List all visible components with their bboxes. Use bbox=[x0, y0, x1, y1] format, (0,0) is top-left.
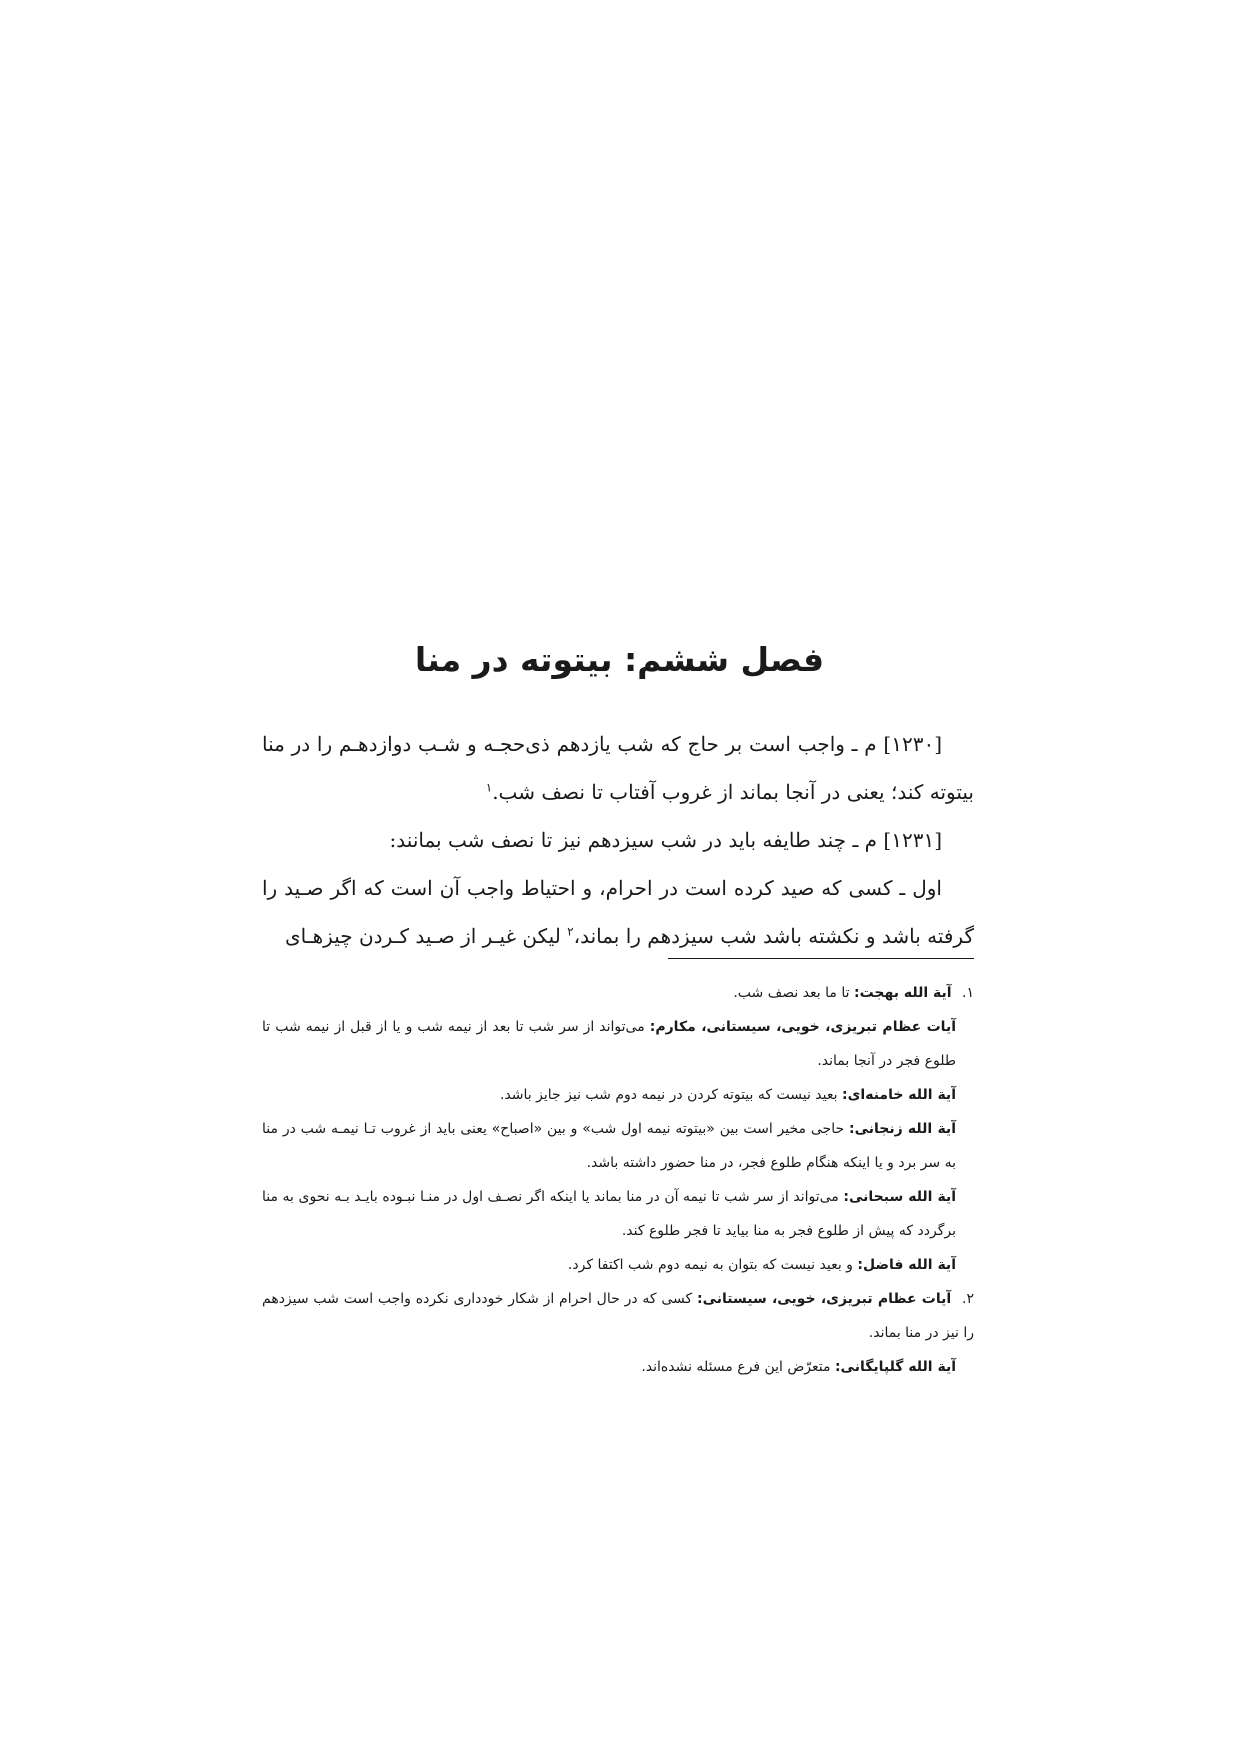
issue-number: [۱۲۳۱] bbox=[883, 828, 942, 852]
footnote-text: کسی که در حال احرام از شکار خودداری نکرده واجب است شب سیزدهم را نیز در منا بماند. bbox=[262, 1291, 974, 1341]
footnote-text: متعرّض این فرع مسئله نشده‌اند. bbox=[641, 1359, 831, 1375]
footnote-text: بعید نیست که بیتوته کردن در نیمه دوم شب نیز جایز باشد. bbox=[500, 1087, 838, 1103]
footnote-text: تا ما بعد نصف شب. bbox=[733, 985, 850, 1001]
footnote-1-opinion bbox=[262, 1112, 974, 1180]
authority-name: آیة الله فاضل: bbox=[857, 1257, 956, 1273]
footnote-2 bbox=[262, 1282, 974, 1350]
footnote-ref: ۲ bbox=[567, 924, 574, 939]
footnote-separator bbox=[668, 958, 974, 959]
paragraph-text: م ـ چند طایفه باید در شب سیزدهم نیز تا نصف شب بمانند: bbox=[389, 828, 878, 852]
paragraph-text-continued: لیکن غیـر از صـید کـردن چیزهـای bbox=[285, 924, 561, 948]
paragraph-1231 bbox=[262, 816, 974, 864]
footnote-2-opinion bbox=[262, 1350, 974, 1384]
authority-name: آیات عظام تبریزی، خویی، سیستانی، مکارم: bbox=[649, 1019, 956, 1035]
authority-name: آیة الله بهجت: bbox=[853, 985, 952, 1001]
footnote-number: ۱. bbox=[962, 985, 974, 1001]
footnote-text: حاجی مخیر است بین «بیتوته نیمه اول شب» و بین «اصباح» یعنی باید از غروب تـا نیمـه شب در منا به سر برد و یا اینکه هنگام طلوع فجر، در منا حضور داشته باشد. bbox=[262, 1121, 956, 1171]
authority-name: آیة الله زنجانی: bbox=[848, 1121, 956, 1137]
issue-number: [۱۲۳۰] bbox=[883, 732, 942, 756]
footnote-number: ۲. bbox=[962, 1291, 974, 1307]
footnote-text: می‌تواند از سر شب تا بعد از نیمه شب و یا از قبل از نیمه شب تا طلوع فجر در آنجا بماند. bbox=[262, 1019, 956, 1069]
authority-name: آیة الله خامنه‌ای: bbox=[841, 1087, 956, 1103]
footnote-1-opinion bbox=[262, 1180, 974, 1248]
paragraph-1230 bbox=[262, 720, 974, 816]
footnote-1-opinion bbox=[262, 1248, 974, 1282]
paragraph-text: اول ـ کسی که صید کرده است در احرام، و احتیاط واجب آن است که اگر صـید را گرفته باشد و نکشته باشد شب سیزدهم را بماند، bbox=[262, 876, 974, 948]
footnote-1-opinion bbox=[262, 1010, 974, 1078]
authority-name: آیات عظام تبریزی، خویی، سیستانی: bbox=[697, 1291, 952, 1307]
authority-name: آیة الله سبحانی: bbox=[843, 1189, 957, 1205]
paragraph-text: م ـ واجب است بر حاج که شب یازدهم ذی‌حجـه و شـب دوازدهـم را در منا بیتوته کند؛ یعنی در آنجا بماند از غروب آفتاب تا نصف شب. bbox=[262, 732, 974, 804]
footnote-text: می‌تواند از سر شب تا نیمه آن در منا بماند یا اینکه اگر نصـف اول در منـا نبـوده بایـد بـه نحوی به منا برگردد که پیش از طلوع فجر به منا بیاید تا فجر طلوع کند. bbox=[262, 1189, 956, 1239]
footnote-1-opinion bbox=[262, 1078, 974, 1112]
footnote-ref: ۱ bbox=[485, 780, 493, 795]
footnote-text: و بعید نیست که بتوان به نیمه دوم شب اکتفا کرد. bbox=[567, 1257, 853, 1273]
footnote-1 bbox=[262, 976, 974, 1010]
footnotes bbox=[262, 976, 974, 1384]
paragraph-first-group bbox=[262, 864, 974, 960]
main-text bbox=[262, 720, 974, 960]
authority-name: آیة الله گلپایگانی: bbox=[834, 1359, 956, 1375]
chapter-title: فصل ششم: بیتوته در منا bbox=[414, 640, 825, 679]
